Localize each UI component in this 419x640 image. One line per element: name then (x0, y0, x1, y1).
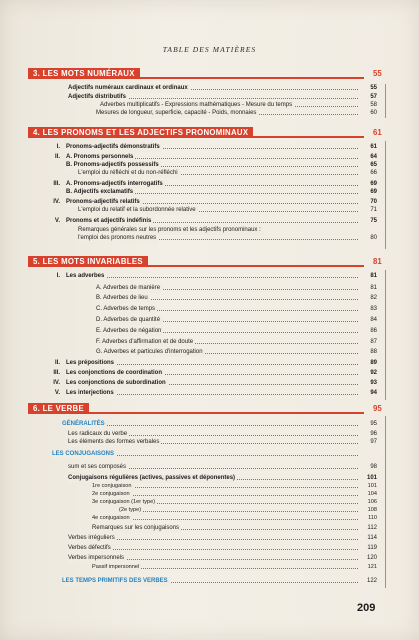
toc-entry[interactable]: GÉNÉRALITÉS 95 (62, 421, 377, 427)
toc-entry[interactable]: Les éléments des formes verbales 97 (68, 439, 377, 445)
toc-entry[interactable]: 4e conjugaison 110 (92, 515, 377, 521)
toc-entry[interactable]: Remarques générales sur les pronoms et les adjectifs pronominaux : (78, 227, 261, 233)
toc-entry[interactable]: sum et ses composés 98 (68, 464, 377, 470)
toc-entry[interactable]: LES CONJUGAISONS (0, 450, 419, 459)
toc-entry[interactable]: F. Adverbes d'affirmation et de doute 87 (96, 339, 377, 345)
toc-entry[interactable]: (2e type) 108 (119, 507, 377, 513)
toc-entry[interactable]: LES TEMPS PRIMITIFS DES VERBES 122 (62, 578, 377, 584)
toc-entry[interactable]: C. Adverbes de temps 83 (96, 306, 377, 312)
toc-entry[interactable]: l'emploi des pronoms neutres 80 (78, 235, 377, 241)
toc-entry[interactable]: B. Pronoms-adjectifs possessifs 65 (66, 162, 377, 168)
toc-entry[interactable]: E. Adverbes de négation 86 (96, 328, 377, 334)
toc-entry[interactable]: Les radicaux du verbe 96 (68, 431, 377, 437)
toc-entry[interactable]: I. Les adverbes 81 (56, 273, 377, 279)
toc-entry[interactable]: V. Pronoms et adjectifs indéfinis 75 (54, 218, 377, 224)
toc-entry[interactable]: 2e conjugaison 104 (92, 491, 377, 497)
toc-entry[interactable]: 3e conjugaison (1er type) 106 (92, 499, 377, 505)
toc-entry[interactable]: II. Les prépositions 89 (54, 360, 377, 366)
toc-entry[interactable]: Verbes défectifs 119 (68, 545, 377, 551)
section-rule (253, 136, 364, 138)
toc-entry[interactable]: Mesures de longueur, superficie, capacité - Poids, monnaies 60 (96, 110, 377, 116)
page-number: 209 (357, 602, 376, 614)
toc-entry[interactable]: Verbes impersonnels 120 (68, 555, 377, 561)
toc-entry[interactable]: V. Les interjections 94 (54, 390, 377, 396)
section-label: 5. LES MOTS INVARIABLES (28, 256, 148, 267)
section-page: 81 (373, 257, 382, 266)
toc-entry[interactable]: 1re conjugaison 101 (92, 483, 377, 489)
section-rule (140, 77, 364, 79)
toc-entry[interactable]: Verbes irréguliers 114 (68, 535, 377, 541)
section-rule (89, 412, 364, 414)
toc-entry[interactable]: A. Adverbes de manière 81 (96, 285, 377, 291)
toc-entry[interactable]: L'emploi du réfléchi et du non-réfléchi 66 (78, 170, 377, 176)
running-header: TABLE DES MATIÈRES (162, 45, 257, 54)
toc-entry[interactable]: IV. Pronoms-adjectifs relatifs 70 (53, 199, 377, 205)
toc-entry[interactable]: Adverbes multiplicatifs - Expressions mathématiques - Mesure du temps 58 (100, 102, 377, 108)
toc-entry[interactable]: G. Adverbes et particules d'interrogation 88 (96, 349, 377, 355)
section-rule (148, 265, 364, 267)
toc-entry[interactable]: III. Les conjonctions de coordination 92 (53, 370, 377, 376)
toc-entry[interactable]: Passif impersonnel 121 (92, 564, 377, 570)
section-label: 3. LES MOTS NUMÉRAUX (28, 68, 140, 79)
toc-entry[interactable]: III. A. Pronoms-adjectifs interrogatifs 69 (53, 181, 377, 187)
toc-entry[interactable]: Adjectifs distributifs 57 (68, 94, 377, 100)
toc-entry[interactable]: I. Pronoms-adjectifs démonstratifs 61 (56, 144, 377, 150)
toc-entry[interactable]: B. Adverbes de lieu 82 (96, 295, 377, 301)
toc-entry[interactable]: B. Adjectifs exclamatifs 69 (66, 189, 377, 195)
toc-entry[interactable]: Adjectifs numéraux cardinaux et ordinaux 55 (68, 85, 377, 91)
toc-entry[interactable]: IV. Les conjonctions de subordination 93 (53, 380, 377, 386)
toc-entry[interactable]: Conjugaisons régulières (actives, passives et déponentes) 101 (68, 475, 377, 481)
section-page: 61 (373, 128, 382, 137)
section-page: 55 (373, 69, 382, 78)
toc-entry[interactable]: Remarques sur les conjugaisons 112 (92, 525, 377, 531)
section-label: 6. LE VERBE (28, 403, 89, 414)
section-label: 4. LES PRONOMS ET LES ADJECTIFS PRONOMINAUX (28, 127, 253, 138)
toc-entry[interactable]: D. Adverbes de quantité 84 (96, 317, 377, 323)
toc-entry[interactable]: L'emploi du relatif et la subordonnée relative 71 (78, 207, 377, 213)
toc-entry[interactable]: II. A. Pronoms personnels 64 (54, 154, 377, 160)
section-page: 95 (373, 404, 382, 413)
